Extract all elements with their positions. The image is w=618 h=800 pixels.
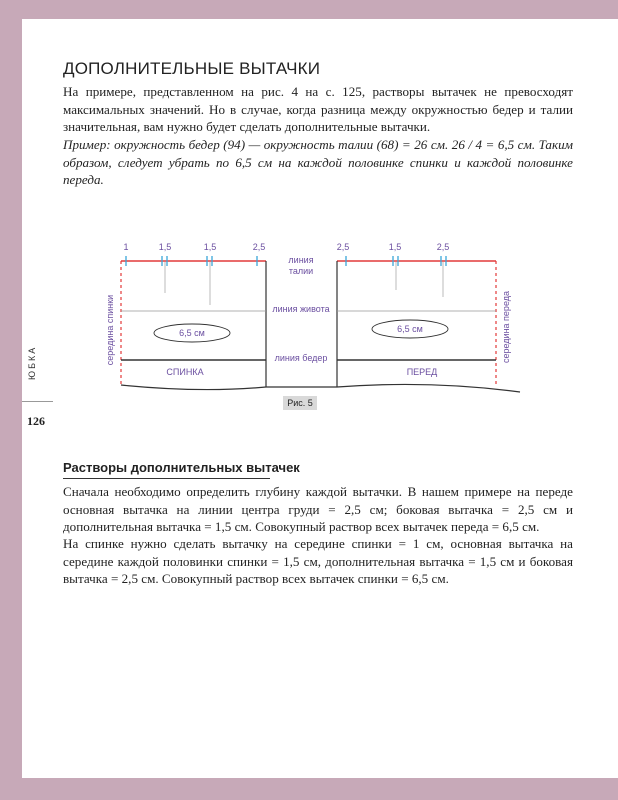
waist-line-label: линия: [288, 255, 314, 265]
dart-label: 1,5: [388, 242, 402, 252]
subheading-underline: [63, 478, 270, 479]
back-panel-label: СПИНКА: [166, 367, 204, 377]
body-paragraph-2: На спинке нужно сделать вытачку на середине спинки = 1 см, основная вытачка на середине каждой половинки спинки = 1,5 см, дополнительная вытачка = 1,5 см и боковая вытачка = 2,5 см. Совокупный раствор всех вытачек спинки = 6,5 см.: [63, 536, 573, 587]
example-paragraph: Пример: окружность бедер (94) — окружность талии (68) = 26 см. 26 / 4 = 6,5 см. Таким образом, следует убрать по 6,5 см на каждой половинке спинки и каждой половинке переда.: [63, 137, 573, 188]
dart-label: 1,5: [158, 242, 172, 252]
body-paragraph-1: Сначала необходимо определить глубину каждой вытачки. В нашем примере на переде основная вытачка на линии центра груди = 2,5 см; боковая вытачка = 2,5 см и дополнительная вытачка = 1,5 см. Совокупный раствор всех вытачек переда = 6,5 см.: [63, 484, 573, 535]
dart-label: 1,5: [203, 242, 217, 252]
figure-caption: Рис. 5: [283, 396, 317, 410]
skirt-dart-diagram: [100, 235, 525, 400]
front-panel-label: ПЕРЕД: [406, 367, 438, 377]
dart-label: 2,5: [252, 242, 266, 252]
side-divider: [22, 401, 53, 402]
section-subheading: Растворы дополнительных вытачек: [63, 460, 300, 475]
page-number: 126: [27, 414, 45, 428]
center-front-label: середина переда: [501, 290, 511, 364]
intro-paragraph: На примере, представленном на рис. 4 на с. 125, растворы вытачек не превосходят максимальных значений. Но в случае, когда разница между окружностью бедер и талии значительная, вам нужно будет сделать дополнительные вытачки.: [63, 84, 573, 135]
dart-label: 1: [123, 242, 129, 252]
dart-label: 2,5: [336, 242, 350, 252]
dart-label: 2,5: [436, 242, 450, 252]
belly-line-label: линия живота: [272, 304, 330, 314]
hem-line: [121, 384, 520, 392]
page-title: ДОПОЛНИТЕЛЬНЫЕ ВЫТАЧКИ: [63, 59, 321, 78]
front-ellipse-label: 6,5 см: [397, 324, 423, 334]
waist-line-label: талии: [288, 266, 314, 276]
hip-line-label: линия бедер: [274, 353, 328, 363]
back-ellipse-label: 6,5 см: [179, 328, 205, 338]
running-head: ЮБКА: [27, 345, 37, 381]
center-back-label: середина спинки: [105, 294, 115, 366]
